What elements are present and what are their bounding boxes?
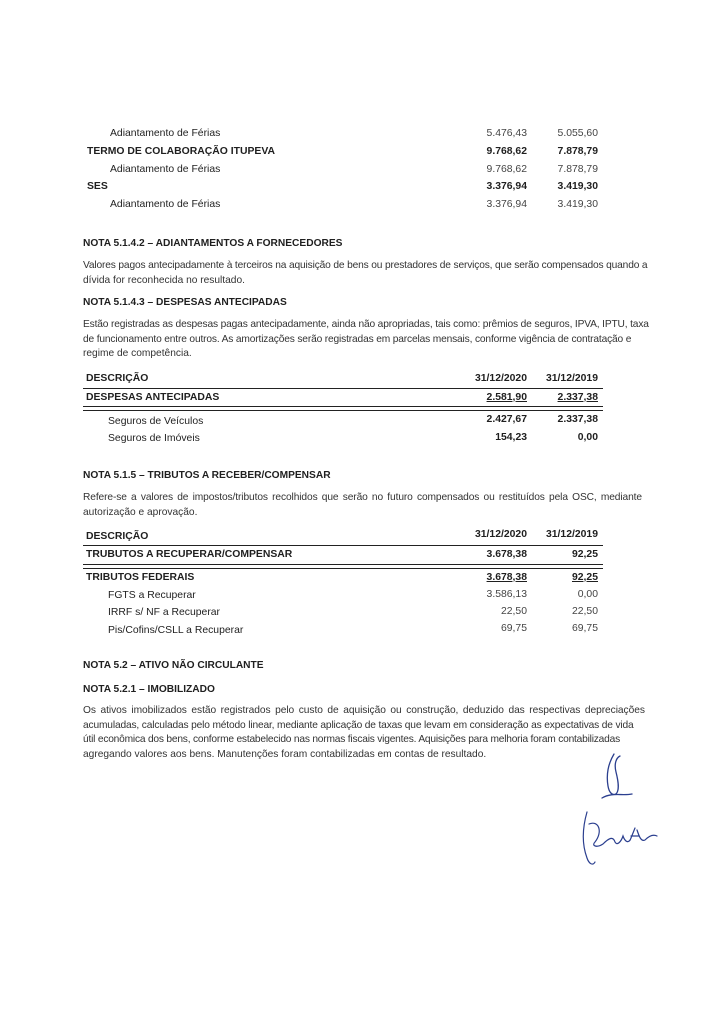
table-double-rule (83, 564, 603, 569)
total-value-2020: 3.678,38 (486, 549, 527, 560)
paragraph-line: autorização e aprovação. (83, 506, 198, 518)
item-value-2019: 22,50 (571, 606, 598, 617)
column-header-2019: 31/12/2019 (545, 529, 598, 540)
row-value-2019: 5.055,60 (557, 128, 598, 139)
row-value-2019: 7.878,79 (557, 164, 598, 175)
item-label: Seguros de Veículos (108, 416, 204, 427)
column-header-2020: 31/12/2020 (474, 373, 527, 384)
item-value-2019: 0,00 (577, 589, 598, 600)
table-rule (83, 388, 603, 389)
table-rule (83, 545, 603, 546)
total-value-2019: 92,25 (571, 549, 598, 560)
paragraph-line: Estão registradas as despesas pagas antecipadamente, ainda não apropriadas, tais como: prêmios de seguros, IPVA, IPTU, taxa (83, 319, 649, 330)
row-value-2019: 7.878,79 (557, 146, 598, 157)
column-header-2019: 31/12/2019 (545, 373, 598, 384)
paragraph-line: agregando valores aos bens. Manutenções foram contabilizadas em contas de resultado. (83, 748, 487, 760)
row-value-2020: 3.376,94 (486, 181, 527, 192)
item-label: FGTS a Recuperar (108, 590, 196, 601)
section-heading: NOTA 5.1.4.3 – DESPESAS ANTECIPADAS (83, 297, 287, 308)
item-value-2020: 22,50 (500, 606, 527, 617)
paragraph (83, 491, 677, 520)
row-value-2020: 3.376,94 (486, 199, 527, 210)
group-label: TRIBUTOS FEDERAIS (86, 572, 195, 583)
row-value-2019: 3.419,30 (557, 199, 598, 210)
paragraph-line: Refere-se a valores de impostos/tributos recolhidos que serão no futuro compensados ou restituídos pela OSC, mediante (83, 492, 642, 503)
column-header-description: DESCRIÇÃO (86, 531, 149, 542)
paragraph (83, 259, 677, 288)
paragraph (83, 318, 677, 362)
section-heading: NOTA 5.2.1 – IMOBILIZADO (83, 684, 215, 695)
section-heading: NOTA 5.1.4.2 – ADIANTAMENTOS A FORNECEDORES (83, 238, 343, 249)
group-value-2019: 92,25 (571, 572, 598, 583)
total-label: TRUBUTOS A RECUPERAR/COMPENSAR (86, 549, 293, 560)
item-label: IRRF s/ NF a Recuperar (108, 607, 221, 618)
item-value-2019: 2.337,38 (557, 414, 598, 425)
paragraph-line: Os ativos imobilizados estão registrados pelo custo de aquisição ou construção, deduzido das respectivas depreciações (83, 705, 645, 716)
signature-mark (575, 806, 665, 876)
section-heading: NOTA 5.2 – ATIVO NÃO CIRCULANTE (83, 660, 264, 671)
paragraph-line: acumuladas, calculadas pelo método linear, mediante aplicação de taxas que levam em consideração as expectativas de vida (83, 719, 634, 731)
row-value-2020: 9.768,62 (486, 164, 527, 175)
row-value-2020: 9.768,62 (486, 146, 527, 157)
group-value-2020: 3.678,38 (486, 572, 527, 583)
total-value-2020: 2.581,90 (486, 392, 527, 403)
paragraph-line: dívida for reconhecida no resultado. (83, 274, 245, 286)
total-label: DESPESAS ANTECIPADAS (86, 392, 220, 403)
row-value-2019: 3.419,30 (557, 181, 598, 192)
row-label: Adiantamento de Férias (110, 164, 221, 175)
section-heading: NOTA 5.1.5 – TRIBUTOS A RECEBER/COMPENSAR (83, 470, 331, 481)
row-value-2020: 5.476,43 (486, 128, 527, 139)
column-header-description: DESCRIÇÃO (86, 373, 149, 384)
paragraph-line: de funcionamento entre outros. As amortizações serão registradas em parcelas mensais, conforme vigência de contratação e (83, 333, 632, 345)
paragraph (83, 704, 677, 762)
paragraph-line: Valores pagos antecipadamente à terceiros na aquisição de bens ou prestadores de serviços, que serão compensados quando a (83, 260, 648, 271)
item-value-2019: 69,75 (571, 623, 598, 634)
row-label: SES (87, 181, 108, 192)
item-value-2020: 3.586,13 (486, 589, 527, 600)
item-value-2020: 2.427,67 (486, 414, 527, 425)
signature-mark (592, 750, 642, 802)
column-header-2020: 31/12/2020 (474, 529, 527, 540)
total-value-2019: 2.337,38 (557, 392, 598, 403)
row-label: TERMO DE COLABORAÇÃO ITUPEVA (87, 146, 275, 157)
item-value-2020: 69,75 (500, 623, 527, 634)
item-value-2019: 0,00 (577, 432, 598, 443)
item-label: Pis/Cofins/CSLL a Recuperar (108, 625, 244, 636)
paragraph-line: regime de competência. (83, 348, 192, 360)
item-label: Seguros de Imóveis (108, 433, 200, 444)
table-double-rule (83, 406, 603, 411)
paragraph-line: útil econômica dos bens, conforme estabelecido nas normas fiscais vigentes. Aquisições para melhoria foram contabilizadas (83, 734, 620, 746)
row-label: Adiantamento de Férias (110, 128, 221, 139)
item-value-2020: 154,23 (495, 432, 527, 443)
row-label: Adiantamento de Férias (110, 199, 221, 210)
